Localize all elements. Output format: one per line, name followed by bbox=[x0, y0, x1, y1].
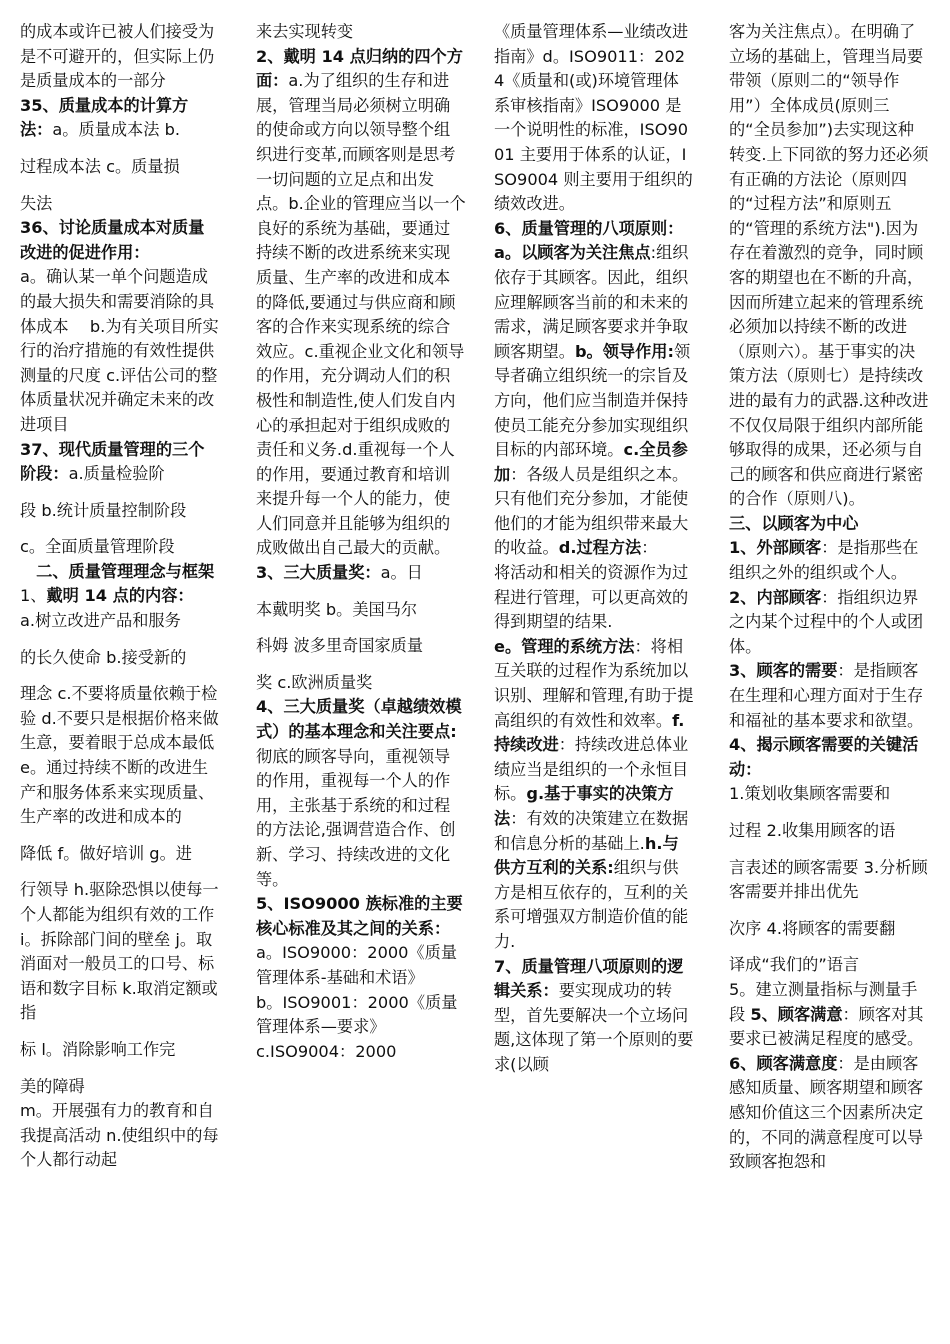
paragraph-gap bbox=[256, 586, 466, 598]
heading-text: 二、质量管理理念与框架 bbox=[20, 561, 215, 581]
heading-text: 7、质量管理八项原则的逻辑关系： bbox=[494, 956, 684, 1001]
paragraph bbox=[256, 941, 466, 990]
paragraph bbox=[729, 782, 929, 807]
text-column-2 bbox=[256, 20, 466, 1064]
paragraph bbox=[256, 1040, 466, 1065]
body-text: 译成“我们的”语言 bbox=[729, 955, 860, 975]
body-text: 的成本或许已被人们接受为是不可避开的，但实际上仍是质量成本的一部分 bbox=[20, 22, 215, 91]
paragraph bbox=[729, 536, 929, 659]
heading-text: e。管理的系统方法 bbox=[494, 636, 635, 656]
body-text: 《质量管理体系—业绩改进指南》d。ISO9011：2024《质量和(或)环境管理体系审核指南》ISO9000 是一个说明性的标准，ISO9001 主要用于体系的认证，ISO9004 则主要用于组织的绩效改进。 bbox=[494, 22, 693, 214]
heading-text: 4、揭示顾客需要的关键活动： bbox=[729, 735, 919, 779]
body-text: c。全面质量管理阶段 bbox=[20, 537, 175, 557]
paragraph-gap bbox=[20, 180, 220, 192]
paragraph bbox=[256, 45, 466, 561]
paragraph bbox=[494, 955, 694, 1078]
body-text: 失法 bbox=[20, 193, 53, 213]
body-text: ： bbox=[641, 538, 658, 558]
heading-text: 戴明 14 点的内容： bbox=[46, 586, 194, 606]
body-text: a。ISO9000：2000《质量管理体系-基础和术语》 bbox=[256, 943, 458, 987]
paragraph bbox=[20, 1038, 220, 1063]
body-text: 过程 2.收集用顾客的语 bbox=[729, 821, 896, 840]
body-text: 5。建立测量指标与测量手段 bbox=[729, 979, 918, 1024]
paragraph bbox=[494, 561, 694, 635]
heading-text: 6、质量管理的八项原则： bbox=[494, 218, 684, 238]
heading-text: f.持续改进 bbox=[494, 710, 685, 755]
body-text: 降低 f。做好培训 g。进 bbox=[20, 843, 192, 863]
paragraph bbox=[256, 561, 466, 586]
body-text: 1.策划收集顾客需要和 bbox=[729, 784, 891, 804]
body-text: a.质量检验阶 bbox=[68, 464, 165, 484]
paragraph bbox=[256, 20, 466, 45]
body-text: ：有效的决策建立在数据和信息分析的基础上. bbox=[494, 809, 689, 853]
body-text: ：是指顾客在生理和心理方面对于生存和福祉的基本要求和欲望。 bbox=[729, 661, 924, 730]
paragraph-gap bbox=[20, 487, 220, 499]
paragraph bbox=[20, 878, 220, 1026]
body-text: m。开展强有力的教育和自我提高活动 n.使组织中的每个人都行动起 bbox=[20, 1101, 219, 1170]
paragraph bbox=[729, 856, 929, 905]
paragraph bbox=[256, 598, 466, 623]
body-text: 奖 c.欧洲质量奖 bbox=[256, 672, 373, 692]
paragraph-gap bbox=[20, 634, 220, 646]
heading-text: d.过程方法 bbox=[558, 538, 642, 558]
body-text: 段 b.统计质量控制阶段 bbox=[20, 500, 187, 520]
paragraph bbox=[256, 695, 466, 892]
body-text: ：是指那些在组织之外的组织或个人。 bbox=[729, 538, 919, 583]
body-text: a.为了组织的生存和进展，管理当局必须树立明确的使命或方向以领导整个组织进行变革,而顾客则是思考一切问题的立足点和出发点。b.企业的管理应当以一个良好的系统为基础，要通过持续不断的改进系统来实现质量、生产率的改进和成本的降低,要通过与供应商和顾客的合作来实现系统的综合效应。c.重视企业文化和领导的作用，充分调动人们的积极性和制造性,使人们发自内心的承担起对于组织成败的责任和义务.d.重视每一个人的作用，要通过教育和培训来提升每一个人的能力，使人们同意并且能够为组织的成败做出自己最大的贡献。 bbox=[256, 71, 466, 558]
paragraph-gap bbox=[256, 659, 466, 671]
body-text: 组织与供方是相互依存的，互利的关系可增强双方制造价值的能力. bbox=[494, 858, 689, 951]
body-text: 理念 c.不要将质量依赖于检验 d.不要只是根据价格来做生意，要着眼于总成本最低 e。通过持续不断的改进生产和服务体系来实现质量、生产率的改进和成本的 bbox=[20, 684, 219, 827]
paragraph bbox=[256, 991, 466, 1040]
body-text: b。ISO9001：2000《质量管理体系—要求》 bbox=[256, 992, 458, 1037]
heading-text: g.基于事实的决策方法 bbox=[494, 784, 674, 828]
paragraph-gap bbox=[20, 1063, 220, 1075]
body-text: ：将相互关联的过程作为系统加以识别、理解和管理,有助于提高组织的有效性和效率。 bbox=[494, 636, 694, 730]
paragraph bbox=[20, 438, 220, 487]
paragraph bbox=[20, 646, 220, 671]
paragraph bbox=[20, 560, 220, 609]
paragraph bbox=[20, 499, 220, 524]
body-text: ：持续改进总体业绩应当是组织的一个永恒目标。 bbox=[494, 735, 689, 804]
body-text: 行领导 h.驱除恐惧以使每一个人都能为组织有效的工作 i。拆除部门间的壁垒 j。取消面对一般员工的口号、标语和数字目标 k.取消定额或指 bbox=[20, 880, 219, 1023]
body-text: a.树立改进产品和服务 bbox=[20, 611, 181, 631]
heading-text: 37、现代质量管理的三个阶段： bbox=[20, 439, 205, 484]
heading-text: 2、内部顾客 bbox=[729, 587, 822, 607]
text-column-3 bbox=[494, 20, 694, 1078]
paragraph bbox=[20, 192, 220, 217]
text-column-4 bbox=[729, 20, 929, 1175]
paragraph bbox=[20, 216, 220, 265]
paragraph-gap bbox=[20, 866, 220, 878]
body-text: 来去实现转变 bbox=[256, 22, 354, 41]
paragraph bbox=[20, 535, 220, 560]
paragraph bbox=[20, 1075, 220, 1100]
body-text: 标 l。消除影响工作完 bbox=[20, 1039, 176, 1059]
heading-text: 1、外部顾客 bbox=[729, 538, 822, 558]
body-text: 言表述的顾客需要 3.分析顾客需要并排出优先 bbox=[729, 857, 928, 902]
paragraph-gap bbox=[20, 830, 220, 842]
body-text: 领导者确立组织统一的宗旨及方向，他们应当制造并保持使员工能充分参加实现组织目标的内部环境。 bbox=[494, 341, 691, 460]
paragraph bbox=[256, 671, 466, 696]
body-text: 科姆 波多里奇国家质量 bbox=[256, 636, 424, 656]
heading-text: 4、三大质量奖（卓越绩效模式）的基本理念和关注要点: bbox=[256, 697, 462, 742]
paragraph bbox=[729, 953, 929, 978]
body-text: 过程成本法 c。质量损 bbox=[20, 156, 180, 176]
paragraph bbox=[729, 819, 929, 844]
paragraph bbox=[20, 1099, 220, 1173]
paragraph-gap bbox=[729, 807, 929, 819]
heading-text: 3、顾客的需要 bbox=[729, 661, 838, 681]
heading-text: 36、讨论质量成本对质量改进的促进作用： bbox=[20, 218, 205, 262]
body-text: ：指组织边界之内某个过程中的个人或团体。 bbox=[729, 587, 924, 656]
heading-text: 6、顾客满意度 bbox=[729, 1053, 838, 1073]
paragraph bbox=[20, 609, 220, 634]
paragraph bbox=[729, 659, 929, 782]
paragraph bbox=[729, 978, 929, 1175]
heading-text: c.全员参加 bbox=[494, 440, 688, 484]
body-text: 美的障碍 bbox=[20, 1076, 85, 1096]
paragraph bbox=[494, 241, 694, 561]
text-column-1 bbox=[20, 20, 220, 1173]
paragraph-gap bbox=[729, 844, 929, 856]
paragraph-gap bbox=[256, 622, 466, 634]
paragraph bbox=[20, 155, 220, 180]
body-text: ：各级人员是组织之本。只有他们充分参加，才能使他们的才能为组织带来最大的收益。 bbox=[494, 464, 689, 558]
paragraph-gap bbox=[729, 905, 929, 917]
paragraph bbox=[20, 20, 220, 94]
body-text: 要实现成功的转型，首先要解决一个立场问题,这体现了第一个原则的要求(以顾 bbox=[494, 981, 694, 1074]
paragraph-gap bbox=[20, 523, 220, 535]
body-text: 彻底的顾客导向，重视领导的作用，重视每一个人的作用，主张基于系统的和过程的方法论,强调营造合作、创新、学习、持续改进的文化等。 bbox=[256, 746, 456, 889]
paragraph bbox=[494, 217, 694, 242]
heading-text: 5、ISO9000 族标准的主要核心标准及其之间的关系： bbox=[256, 894, 463, 938]
paragraph bbox=[256, 634, 466, 659]
body-text: ：顾客对其要求已被满足程度的感受。 bbox=[729, 1004, 924, 1049]
paragraph-gap bbox=[20, 143, 220, 155]
paragraph bbox=[20, 94, 220, 143]
paragraph bbox=[729, 512, 929, 537]
body-text: 1、 bbox=[20, 586, 47, 606]
paragraph bbox=[20, 265, 220, 437]
heading-text: 35、质量成本的计算方法： bbox=[20, 95, 189, 140]
heading-text: 2、戴明 14 点归纳的四个方面： bbox=[256, 46, 463, 91]
paragraph-gap bbox=[729, 941, 929, 953]
paragraph bbox=[20, 842, 220, 867]
heading-text: 3、三大质量奖： bbox=[256, 563, 381, 583]
heading-text: a。以顾客为关注焦点 bbox=[494, 243, 651, 263]
body-text: c.ISO9004：2000 bbox=[256, 1041, 397, 1061]
paragraph bbox=[729, 20, 929, 512]
paragraph bbox=[256, 892, 466, 941]
body-text: a。确认某一单个问题造成的最大损失和需要消除的具体成本 b.为有关项目所实行的治疗措施的有效性提供测量的尺度 c.评估公司的整体质量状况并确定未来的改进项目 bbox=[20, 267, 219, 434]
body-text: 的长久使命 b.接受新的 bbox=[20, 647, 187, 667]
body-text: 次序 4.将顾客的需要翻 bbox=[729, 918, 896, 938]
heading-text: 三、以顾客为中心 bbox=[729, 513, 859, 533]
body-text: 本戴明奖 b。美国马尔 bbox=[256, 599, 418, 619]
body-text: a。日 bbox=[380, 563, 423, 583]
body-text: a。质量成本法 b. bbox=[52, 120, 180, 140]
paragraph-gap bbox=[20, 1026, 220, 1038]
paragraph bbox=[494, 635, 694, 955]
heading-text: b。领导作用: bbox=[574, 341, 674, 361]
paragraph bbox=[20, 682, 220, 830]
body-text: 客为关注焦点）。在明确了立场的基础上，管理当局要带领（原则二的“领导作用”）全体成员(原则三的“全员参加”)去实现这种转变.上下同欲的努力还必须有正确的方法论（原则四的“过程方法”和原则五的“管理的系统方法").因为存在着激烈的竞争，同时顾客的期望也在不断的升高，因而所建立起来的管理系统必须加以持续不断的改进（原则六）。基于事实的决策方法（原则七）是持续改进的最有力的武器.这种改进不仅仅局限于组织内部所能够取得的成果，还必须与自己的顾客和供应商进行紧密的合作（原则八)。 bbox=[729, 22, 929, 509]
body-text: :组织依存于其顾客。因此，组织应理解顾客当前的和未来的需求，满足顾客要求并争取顾客期望。 bbox=[494, 243, 689, 361]
heading-text: h.与供方互利的关系: bbox=[494, 833, 679, 878]
paragraph-gap bbox=[20, 670, 220, 682]
body-text: 将活动和相关的资源作为过程进行管理，可以更高效的得到期望的结果. bbox=[494, 563, 689, 632]
body-text: ：是由顾客感知质量、顾客期望和顾客感知价值这三个因素所决定的，不同的满意程度可以导致顾客抱怨和 bbox=[729, 1053, 924, 1172]
paragraph bbox=[729, 917, 929, 942]
paragraph bbox=[494, 20, 694, 217]
heading-text: 5、顾客满意 bbox=[750, 1004, 843, 1024]
